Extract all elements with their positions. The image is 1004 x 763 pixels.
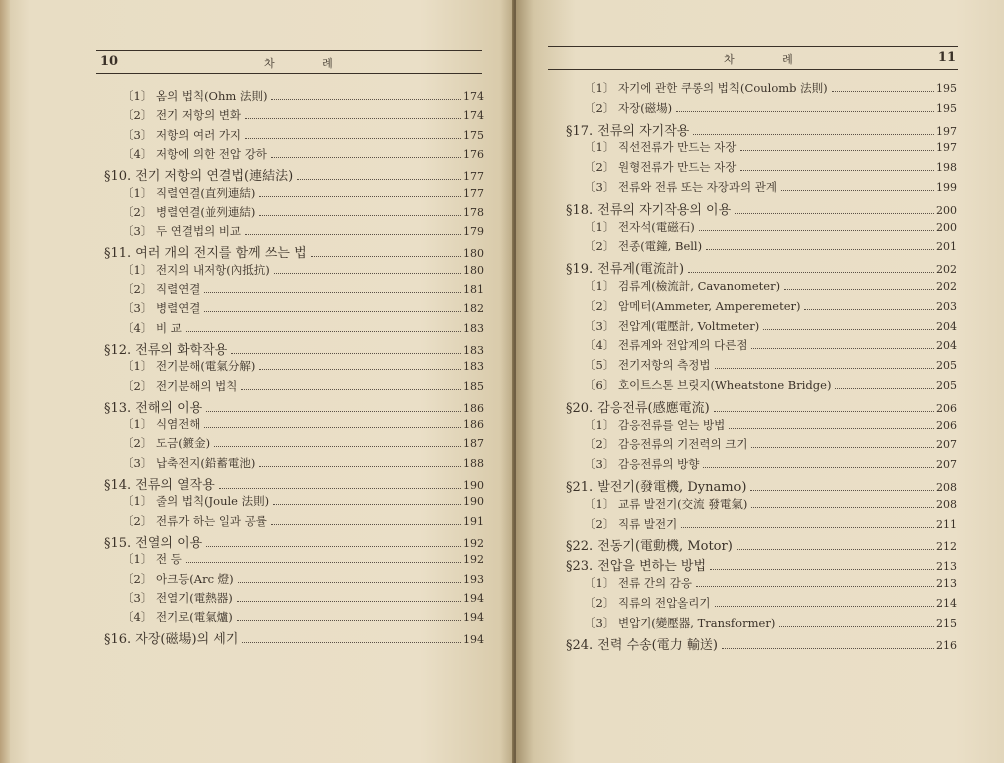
toc-leader-dots — [206, 410, 461, 412]
toc-entry-label: 〔1〕 전류 간의 감응 — [584, 576, 692, 590]
toc-subsection-entry — [584, 219, 957, 237]
toc-entry-label: 〔5〕 전기저항의 측정법 — [584, 358, 711, 373]
toc-entry-label: 〔1〕 식염전해 — [122, 417, 201, 432]
toc-entry-label: §24. 전력 수송(電力 輸送) — [566, 638, 718, 654]
toc-entry-label: 〔3〕 두 연결법의 비교 — [122, 224, 242, 239]
right-page — [516, 0, 1004, 763]
toc-entry-label: 〔4〕 비 교 — [122, 320, 182, 335]
toc-section-entry — [104, 242, 484, 260]
toc-subsection-entry — [584, 377, 957, 395]
left-page-header — [96, 50, 482, 74]
toc-subsection-entry — [584, 80, 957, 98]
toc-entry-page: 174 — [463, 90, 484, 103]
toc-entry-page: 180 — [463, 263, 484, 277]
toc-entry-page: 199 — [936, 181, 957, 194]
toc-section-entry — [566, 535, 957, 553]
toc-entry-page: 194 — [463, 611, 484, 625]
toc-entry-page: 211 — [936, 517, 957, 531]
toc-leader-dots — [241, 388, 461, 390]
toc-entry-page: 183 — [463, 343, 484, 357]
toc-entry-page: 186 — [463, 401, 484, 415]
page-edge — [0, 0, 10, 763]
toc-entry-page: 192 — [463, 536, 484, 550]
toc-entry-page: 215 — [936, 616, 957, 630]
toc-subsection-entry — [584, 337, 957, 355]
toc-entry-page: 205 — [936, 359, 957, 373]
toc-entry-label: 〔3〕 변압기(變壓器, Transformer) — [584, 615, 776, 630]
toc-subsection-entry — [122, 320, 484, 338]
toc-subsection-entry — [122, 185, 484, 203]
toc-leader-dots — [714, 410, 934, 412]
toc-entry-page: 213 — [936, 577, 957, 590]
toc-entry-page: 182 — [463, 302, 484, 316]
toc-entry-page: 213 — [936, 560, 957, 574]
toc-leader-dots — [832, 90, 934, 92]
toc-entry-label: 〔6〕 호이트스톤 브릿지(Wheatstone Bridge) — [584, 378, 832, 392]
left-page-title: 차 례 — [264, 57, 355, 70]
toc-subsection-entry — [584, 179, 957, 197]
toc-leader-dots — [703, 466, 934, 468]
toc-entry-page: 202 — [936, 280, 957, 293]
toc-leader-dots — [751, 446, 934, 448]
toc-leader-dots — [274, 272, 461, 274]
toc-entry-label: §14. 전류의 열작용 — [104, 478, 215, 493]
toc-leader-dots — [186, 330, 461, 332]
toc-entry-page: 175 — [463, 128, 484, 142]
toc-entry-label: 〔2〕 감응전류의 기전력의 크기 — [584, 437, 748, 452]
toc-entry-label: 〔3〕 납축전지(鉛蓄電池) — [122, 455, 256, 470]
toc-entry-page: 208 — [936, 481, 957, 494]
toc-subsection-entry — [584, 139, 957, 157]
toc-entry-label: §11. 여러 개의 전지를 함께 쓰는 법 — [104, 246, 307, 262]
toc-section-entry — [566, 555, 957, 573]
toc-section-entry — [566, 120, 957, 138]
toc-subsection-entry — [122, 513, 484, 531]
toc-subsection-entry — [122, 378, 484, 396]
toc-subsection-entry — [122, 590, 484, 608]
toc-entry-page: 195 — [936, 101, 957, 115]
toc-leader-dots — [763, 328, 934, 330]
toc-entry-page: 206 — [936, 418, 957, 432]
toc-leader-dots — [186, 561, 461, 563]
toc-leader-dots — [688, 271, 934, 273]
toc-leader-dots — [206, 545, 461, 547]
toc-entry-label: 〔2〕 전기분해의 법칙 — [122, 378, 238, 393]
toc-leader-dots — [699, 229, 934, 231]
toc-leader-dots — [271, 523, 461, 525]
toc-entry-label: 〔3〕 저항의 여러 가지 — [122, 127, 242, 142]
toc-subsection-entry — [122, 358, 484, 376]
toc-section-entry — [566, 258, 957, 276]
toc-section-entry — [104, 339, 484, 357]
toc-section-entry — [104, 532, 484, 550]
toc-leader-dots — [676, 110, 934, 112]
toc-entry-label: 〔2〕 직류의 전압올리기 — [584, 595, 711, 610]
toc-entry-label: 〔2〕 전종(電鐘, Bell) — [584, 239, 703, 254]
toc-leader-dots — [237, 619, 461, 621]
toc-entry-page: 193 — [463, 572, 484, 586]
toc-subsection-entry — [122, 571, 484, 589]
toc-leader-dots — [751, 506, 934, 508]
toc-entry-label: §16. 자장(磁場)의 세기 — [104, 632, 239, 648]
toc-entry-page: 194 — [463, 633, 484, 647]
toc-entry-page: 188 — [463, 456, 484, 470]
toc-entry-label: §23. 전압을 변하는 방법 — [566, 559, 707, 575]
toc-subsection-entry — [122, 223, 484, 241]
toc-section-entry — [104, 397, 484, 415]
toc-subsection-entry — [584, 496, 957, 514]
toc-leader-dots — [715, 605, 935, 607]
toc-entry-label: 〔4〕 전기로(電氣爐) — [122, 610, 233, 625]
toc-leader-dots — [242, 641, 461, 643]
toc-entry-page: 186 — [463, 418, 484, 432]
toc-subsection-entry — [584, 357, 957, 375]
toc-leader-dots — [204, 310, 461, 312]
toc-entry-label: 〔1〕 교류 발전기(交流 發電氣) — [584, 496, 748, 511]
toc-leader-dots — [311, 255, 461, 257]
toc-leader-dots — [297, 178, 461, 180]
toc-subsection-entry — [122, 107, 484, 125]
toc-entry-page: 191 — [463, 514, 484, 528]
toc-entry-label: 〔1〕 옴의 법칙(Ohm 法則) — [122, 89, 268, 103]
toc-leader-dots — [740, 169, 934, 171]
toc-entry-page: 208 — [936, 497, 957, 511]
toc-leader-dots — [259, 195, 461, 197]
toc-entry-label: 〔1〕 줄의 법칙(Joule 法則) — [122, 494, 270, 509]
toc-leader-dots — [204, 426, 461, 428]
toc-entry-page: 216 — [936, 639, 957, 653]
toc-leader-dots — [204, 291, 461, 293]
toc-subsection-entry — [122, 609, 484, 627]
toc-section-entry — [566, 397, 957, 415]
toc-entry-label: §19. 전류계(電流計) — [566, 262, 685, 278]
toc-subsection-entry — [122, 551, 484, 569]
toc-entry-label: 〔1〕 직선전류가 만드는 자장 — [584, 140, 737, 155]
toc-leader-dots — [729, 427, 934, 429]
toc-entry-label: 〔4〕 전류계와 전압계의 다른점 — [584, 338, 748, 353]
toc-entry-label: 〔2〕 직류 발전기 — [584, 516, 678, 531]
toc-section-entry — [104, 628, 484, 646]
toc-entry-page: 202 — [936, 263, 957, 277]
toc-entry-label: 〔1〕 전기분해(電氣分解) — [122, 359, 256, 374]
toc-entry-label: 〔1〕 직렬연결(直列連結) — [122, 185, 256, 200]
toc-entry-page: 177 — [463, 186, 484, 200]
toc-entry-label: §21. 발전기(發電機, Dynamo) — [566, 480, 747, 495]
toc-entry-page: 179 — [463, 225, 484, 239]
toc-leader-dots — [214, 445, 461, 447]
toc-leader-dots — [740, 149, 934, 151]
toc-entry-page: 214 — [936, 596, 957, 610]
toc-subsection-entry — [584, 575, 957, 593]
toc-entry-page: 206 — [936, 401, 957, 415]
toc-entry-page: 180 — [463, 247, 484, 261]
toc-entry-label: 〔1〕 전지의 내저항(內抵抗) — [122, 262, 270, 277]
toc-leader-dots — [835, 387, 934, 389]
toc-entry-label: §20. 감응전류(感應電流) — [566, 400, 710, 416]
toc-subsection-entry — [584, 278, 957, 296]
toc-entry-page: 174 — [463, 109, 484, 123]
toc-entry-page: 190 — [463, 479, 484, 492]
toc-leader-dots — [784, 288, 934, 290]
toc-entry-page: 207 — [936, 458, 957, 472]
toc-subsection-entry — [122, 281, 484, 299]
toc-subsection-entry — [584, 615, 957, 633]
toc-entry-label: §12. 전류의 화학작용 — [104, 342, 228, 358]
toc-entry-label: §13. 전해의 이용 — [104, 400, 203, 416]
right-page-header — [548, 46, 958, 70]
toc-section-entry — [566, 476, 957, 494]
toc-leader-dots — [804, 308, 934, 310]
toc-leader-dots — [219, 487, 461, 489]
toc-entry-page: 183 — [463, 321, 484, 335]
toc-subsection-entry — [122, 262, 484, 280]
toc-entry-page: 198 — [936, 161, 957, 175]
toc-leader-dots — [231, 352, 461, 354]
toc-entry-page: 200 — [936, 220, 957, 234]
toc-entry-label: 〔2〕 병렬연결(並列連結) — [122, 204, 256, 219]
toc-leader-dots — [237, 600, 461, 602]
toc-entry-label: 〔3〕 전열기(電熱器) — [122, 590, 233, 605]
toc-subsection-entry — [584, 238, 957, 256]
toc-subsection-entry — [122, 88, 484, 106]
right-page-number: 11 — [937, 50, 956, 65]
toc-leader-dots — [245, 137, 461, 139]
toc-entry-label: 〔2〕 원형전류가 만드는 자장 — [584, 160, 737, 175]
toc-subsection-entry — [584, 456, 957, 474]
toc-subsection-entry — [122, 146, 484, 164]
toc-entry-label: 〔1〕 검류계(檢流計, Cavanometer) — [584, 279, 781, 293]
toc-leader-dots — [238, 581, 461, 583]
toc-entry-page: 203 — [936, 299, 957, 313]
toc-section-entry — [566, 634, 957, 652]
toc-entry-page: 176 — [463, 147, 484, 161]
toc-entry-page: 200 — [936, 203, 957, 217]
toc-leader-dots — [722, 647, 934, 649]
toc-subsection-entry — [584, 516, 957, 534]
toc-entry-page: 181 — [463, 283, 484, 296]
toc-entry-label: 〔1〕 감응전류를 얻는 방법 — [584, 417, 726, 432]
toc-entry-label: 〔2〕 아크등(Arc 燈) — [122, 571, 234, 586]
toc-entry-label: 〔3〕 전압계(電壓計, Voltmeter) — [584, 318, 760, 333]
toc-leader-dots — [693, 133, 934, 135]
toc-entry-page: 212 — [936, 540, 957, 554]
toc-entry-page: 178 — [463, 205, 484, 219]
toc-subsection-entry — [122, 435, 484, 453]
toc-leader-dots — [259, 368, 461, 370]
toc-subsection-entry — [584, 159, 957, 177]
toc-subsection-entry — [584, 318, 957, 336]
toc-leader-dots — [271, 98, 461, 100]
toc-entry-label: §22. 전동기(電動機, Motor) — [566, 539, 733, 555]
toc-entry-page: 187 — [463, 437, 484, 451]
toc-entry-label: §17. 전류의 자기작용 — [566, 123, 690, 139]
toc-leader-dots — [737, 548, 934, 550]
toc-entry-label: 〔3〕 감응전류의 방향 — [584, 457, 700, 472]
right-page-title: 차 례 — [724, 53, 815, 66]
toc-entry-label: 〔2〕 직렬연결 — [122, 282, 201, 296]
toc-entry-label: 〔2〕 암메터(Ammeter, Amperemeter) — [584, 298, 801, 313]
left-page-number: 10 — [100, 54, 119, 69]
toc-entry-page: 207 — [936, 438, 957, 452]
toc-leader-dots — [681, 526, 934, 528]
toc-subsection-entry — [584, 436, 957, 454]
toc-entry-page: 194 — [463, 591, 484, 605]
toc-entry-page: 190 — [463, 495, 484, 509]
toc-subsection-entry — [584, 100, 957, 118]
toc-entry-label: 〔2〕 전류가 하는 일과 공률 — [122, 513, 267, 528]
toc-leader-dots — [751, 347, 934, 349]
toc-entry-label: 〔3〕 병렬연결 — [122, 301, 201, 316]
toc-subsection-entry — [122, 300, 484, 318]
toc-subsection-entry — [584, 595, 957, 613]
toc-leader-dots — [273, 503, 461, 505]
toc-subsection-entry — [122, 204, 484, 222]
toc-leader-dots — [259, 214, 461, 216]
toc-subsection-entry — [122, 416, 484, 434]
toc-leader-dots — [706, 248, 934, 250]
toc-entry-page: 201 — [936, 240, 957, 254]
toc-entry-page: 204 — [936, 319, 957, 333]
toc-entry-label: 〔2〕 자장(磁場) — [584, 100, 673, 115]
toc-entry-label: §15. 전열의 이용 — [104, 535, 203, 551]
toc-entry-label: 〔2〕 도금(鍍金) — [122, 436, 211, 451]
toc-entry-page: 205 — [936, 379, 957, 392]
toc-entry-page: 192 — [463, 553, 484, 567]
toc-subsection-entry — [122, 455, 484, 473]
toc-leader-dots — [750, 489, 934, 491]
toc-entry-label: 〔1〕 전자석(電磁石) — [584, 219, 695, 234]
toc-entry-page: 185 — [463, 379, 484, 393]
toc-entry-label: 〔4〕 저항에 의한 전압 강하 — [122, 146, 267, 161]
toc-leader-dots — [715, 367, 935, 369]
toc-leader-dots — [710, 568, 934, 570]
toc-entry-label: 〔1〕 자기에 관한 쿠롱의 법칙(Coulomb 法則) — [584, 81, 828, 95]
toc-entry-page: 197 — [936, 124, 957, 138]
toc-entry-label: 〔3〕 전류와 전류 또는 자장과의 관계 — [584, 180, 778, 194]
toc-entry-label: 〔1〕 전 등 — [122, 552, 182, 567]
toc-leader-dots — [735, 212, 934, 214]
toc-subsection-entry — [584, 417, 957, 435]
toc-leader-dots — [781, 189, 934, 191]
toc-entry-label: §10. 전기 저항의 연결법(連結法) — [104, 169, 294, 185]
toc-section-entry — [104, 165, 484, 183]
toc-entry-label: §18. 전류의 자기작용의 이용 — [566, 202, 732, 218]
toc-leader-dots — [259, 465, 461, 467]
toc-entry-page: 177 — [463, 170, 484, 184]
toc-leader-dots — [271, 156, 461, 158]
toc-section-entry — [104, 474, 484, 492]
toc-entry-page: 204 — [936, 339, 957, 353]
toc-section-entry — [566, 199, 957, 217]
toc-entry-page: 195 — [936, 82, 957, 95]
toc-entry-label: 〔2〕 전기 저항의 변화 — [122, 108, 242, 123]
toc-leader-dots — [245, 117, 461, 119]
toc-subsection-entry — [584, 298, 957, 316]
toc-leader-dots — [696, 585, 934, 587]
toc-leader-dots — [779, 625, 934, 627]
toc-leader-dots — [245, 233, 461, 235]
toc-subsection-entry — [122, 493, 484, 511]
toc-entry-page: 197 — [936, 141, 957, 155]
toc-subsection-entry — [122, 127, 484, 145]
toc-entry-page: 183 — [463, 360, 484, 374]
